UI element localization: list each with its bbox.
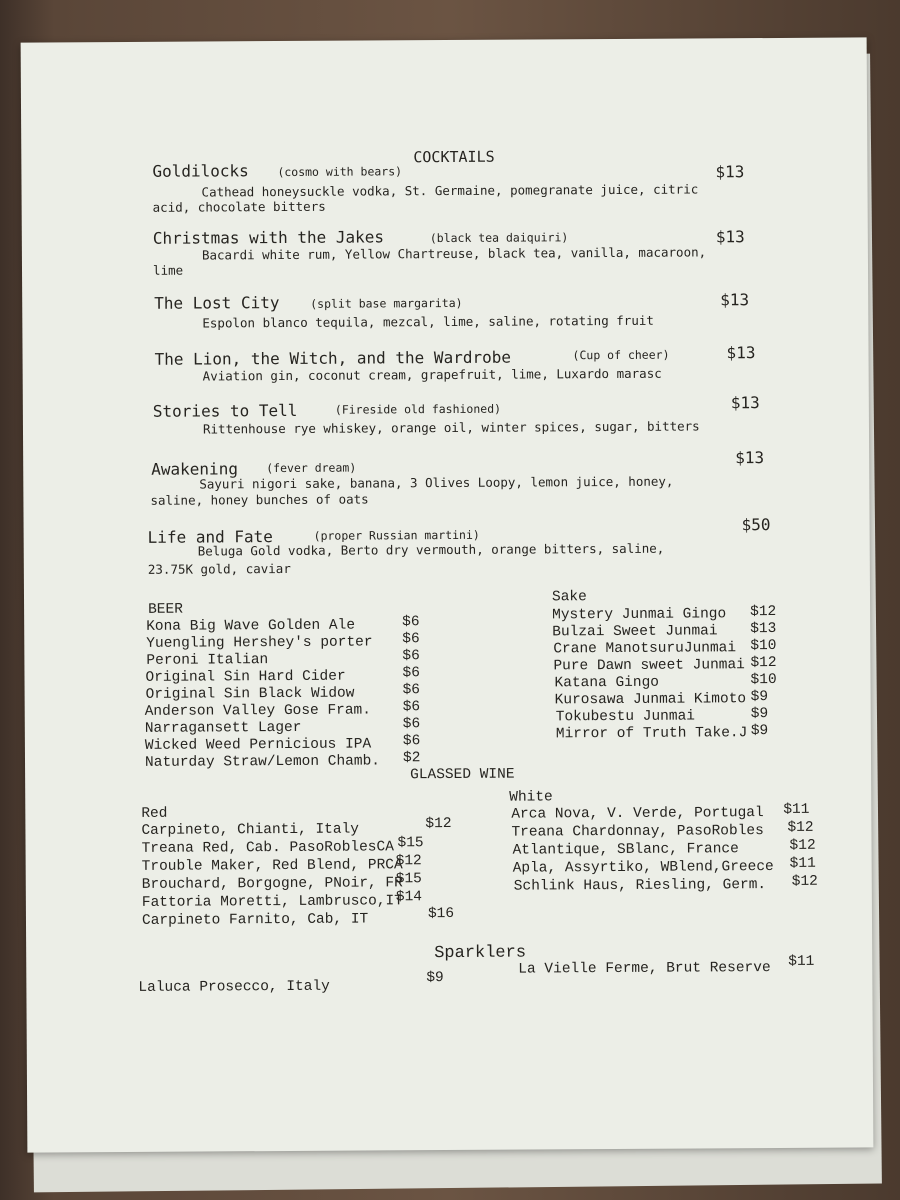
beer-price: $6 [402, 631, 420, 648]
cocktail-description: Espolon blanco tequila, mezcal, lime, saline, rotating fruit [202, 312, 654, 331]
beer-name: Kona Big Wave Golden Ale [146, 617, 356, 635]
cocktail-description: Aviation gin, coconut cream, grapefruit, lime, Luxardo marasc [202, 365, 662, 384]
sake-price: $12 [750, 603, 777, 621]
beer-price: $6 [402, 716, 421, 733]
beer-name: Yuengling Hershey's porter [146, 634, 373, 652]
cocktail-description: Rittenhouse rye whiskey, orange oil, winter spices, sugar, bitters [202, 418, 700, 437]
cocktail-note: (proper Russian martini) [313, 527, 480, 543]
cocktail-note: (Cup of cheer) [572, 347, 670, 363]
sake-price: $10 [750, 637, 777, 655]
sake-name: Crane ManotsuruJunmai [553, 640, 737, 658]
beer-price: $6 [402, 665, 420, 682]
cocktail-description-cont: saline, honey bunches of oats [150, 491, 369, 508]
red-wine-price: $12 [395, 853, 422, 870]
sake-item [553, 640, 736, 657]
red-wine-name: Carpineto, Chianti, Italy [141, 821, 360, 839]
white-wine-price: $12 [789, 837, 816, 854]
cocktail-price: $50 [741, 515, 771, 535]
sake-name: Mirror of Truth Take.J [555, 725, 748, 743]
sake-heading: Sake [551, 589, 587, 606]
beer-name: Narragansett Lager [144, 719, 302, 737]
sparklers-heading: Sparklers [434, 943, 527, 964]
beer-name: Naturday Straw/Lemon Chamb. [144, 753, 381, 771]
white-wine-name: Apla, Assyrtiko, WBlend,Greece [512, 859, 774, 877]
sake-name: Katana Gingo [554, 674, 660, 692]
sake-name: Pure Dawn sweet Junmai [553, 657, 745, 675]
sake-price: $9 [750, 706, 769, 723]
sake-price: $10 [750, 671, 777, 689]
cocktail-note: (Fireside old fashioned) [334, 401, 502, 417]
beer-item [145, 736, 371, 753]
beer-item [145, 720, 302, 737]
beer-price: $2 [402, 750, 421, 767]
beer-item [145, 669, 345, 686]
beer-item [146, 634, 372, 651]
white-wine-price: $12 [787, 819, 814, 836]
wine-heading: GLASSED WINE [410, 766, 515, 784]
cocktail-price: $13 [720, 290, 750, 310]
beer-item [145, 702, 371, 719]
red-wine-price: $15 [397, 835, 424, 852]
cocktail-price: $13 [726, 343, 756, 363]
red-wine-name: Trouble Maker, Red Blend, PRCA [141, 857, 403, 875]
cocktail-description-cont: lime [152, 262, 184, 278]
beer-price: $6 [402, 733, 421, 750]
white-wine-name: Atlantique, SBlanc, France [512, 841, 739, 859]
beer-heading: BEER [148, 601, 183, 618]
beer-price: $6 [402, 614, 420, 631]
sake-item [552, 606, 726, 623]
beer-item [146, 686, 355, 703]
sake-price: $13 [750, 620, 777, 638]
beer-item [146, 652, 268, 669]
red-wine-name: Carpineto Farnito, Cab, IT [141, 911, 369, 929]
cocktail-name: The Lion, the Witch, and the Wardrobe [154, 347, 512, 369]
sake-price: $12 [750, 654, 777, 672]
cocktail-description-cont: 23.75K gold, caviar [147, 560, 291, 577]
sake-price: $9 [750, 689, 769, 706]
sparkler-name: La Vielle Ferme, Brut Reserve [518, 960, 771, 978]
beer-item [146, 618, 355, 635]
cocktail-price: $13 [730, 393, 760, 413]
sparkler-name: Laluca Prosecco, Italy [138, 978, 330, 996]
cocktail-note: (split base margarita) [310, 295, 463, 311]
beer-name: Original Sin Hard Cider [145, 668, 346, 686]
beer-name: Peroni Italian [146, 652, 269, 669]
white-wine-name: Schlink Haus, Riesling, Germ. [513, 877, 767, 895]
cocktail-price: $13 [715, 227, 745, 247]
beer-price: $6 [402, 699, 421, 716]
cocktail-name: Awakening [151, 459, 238, 479]
cocktail-name: Life and Fate [147, 527, 273, 547]
sake-item [552, 623, 717, 640]
cocktail-description-cont: acid, chocolate bitters [152, 198, 326, 215]
white-wine-name: Arca Nova, V. Verde, Portugal [511, 805, 764, 823]
cocktail-description: Bacardi white rum, Yellow Chartreuse, black tea, vanilla, macaroon, [201, 244, 707, 263]
white-wine-name: Treana Chardonnay, PasoRobles [511, 823, 764, 841]
cocktails-heading: COCKTAILS [413, 147, 495, 167]
red-wine-price: $12 [425, 815, 452, 833]
red-wine-price: $15 [395, 871, 422, 888]
beer-item [145, 753, 380, 770]
white-wine-price: $11 [783, 801, 810, 818]
red-wine-price: $16 [427, 905, 455, 923]
sake-name: Bulzai Sweet Junmai [552, 623, 718, 641]
red-wine-price: $14 [395, 889, 423, 906]
sake-item [553, 657, 745, 674]
cocktail-note: (fever dream) [266, 460, 357, 476]
sake-item [556, 725, 748, 742]
cocktail-note: (cosmo with bears) [277, 164, 403, 180]
menu-sheet [21, 37, 874, 1152]
cocktail-name: Christmas with the Jakes [152, 227, 385, 248]
sake-name: Tokubestu Junmai [555, 708, 696, 726]
beer-price: $6 [402, 648, 420, 665]
cocktail-note: (black tea daiquiri) [429, 230, 569, 246]
sake-name: Mystery Junmai Gingo [552, 606, 727, 624]
beer-name: Original Sin Black Widow [145, 685, 355, 703]
beer-price: $6 [402, 682, 421, 699]
cocktail-price: $13 [715, 162, 745, 182]
cocktail-name: Goldilocks [152, 161, 249, 181]
red-wine-name: Brouchard, Borgogne, PNoir, FR [141, 875, 403, 893]
sparkler-price: $11 [788, 953, 815, 970]
cocktail-description: Beluga Gold vodka, Berto dry vermouth, orange bitters, saline, [197, 540, 665, 559]
sake-item [555, 691, 747, 708]
sparkler-price: $9 [426, 970, 444, 987]
sake-item [554, 675, 659, 692]
sake-price: $9 [750, 723, 769, 740]
cocktail-description: Cathead honeysuckle vodka, St. Germaine, pomegranate juice, citric [201, 181, 699, 200]
beer-name: Anderson Valley Gose Fram. [144, 702, 372, 720]
cocktail-price: $13 [735, 448, 765, 468]
white-wine-price: $11 [789, 855, 816, 872]
cocktail-name: The Lost City [154, 293, 280, 313]
cocktail-description: Sayuri nigori sake, banana, 3 Olives Loopy, lemon juice, honey, [199, 473, 674, 492]
white-wine-heading: White [509, 789, 553, 806]
red-wine-name: Fattoria Moretti, Lambrusco,IT [141, 893, 403, 911]
red-wine-name: Treana Red, Cab. PasoRoblesCA [141, 839, 394, 857]
red-wine-heading: Red [141, 805, 168, 822]
white-wine-price: $12 [791, 873, 818, 890]
sake-name: Kurosawa Junmai Kimoto [554, 691, 747, 709]
sake-item [556, 708, 695, 725]
beer-name: Wicked Weed Pernicious IPA [144, 736, 372, 754]
cocktail-name: Stories to Tell [152, 400, 298, 421]
